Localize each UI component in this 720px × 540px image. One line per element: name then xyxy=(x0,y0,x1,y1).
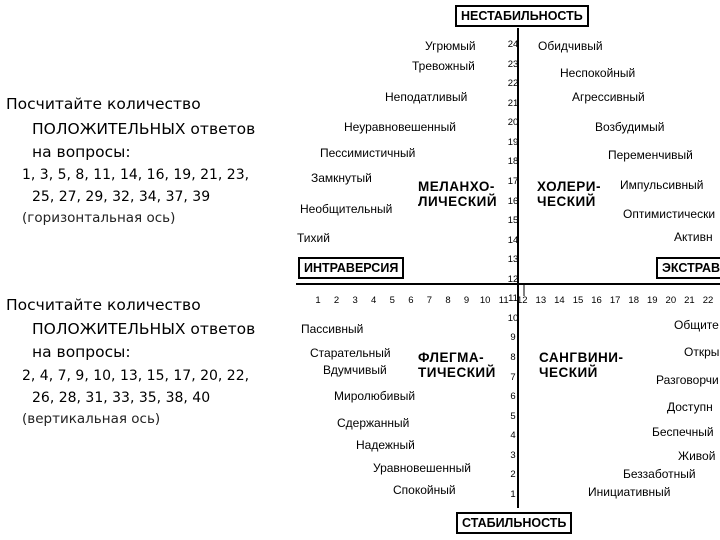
trait-label: Замкнутый xyxy=(311,171,372,185)
trait-label: Уравновешенный xyxy=(373,461,471,475)
trait-label: Неуравновешенный xyxy=(344,120,456,134)
question-numbers: 25, 27, 29, 32, 34, 37, 39 xyxy=(32,189,211,205)
axis-note: (горизонтальная ось) xyxy=(22,210,176,226)
axis-label-introversion: ИНТРАВЕРСИЯ xyxy=(298,257,404,279)
trait-label: Разговорчи xyxy=(656,373,719,387)
vertical-tick-label: 8 xyxy=(510,352,516,364)
trait-label: Угрюмый xyxy=(425,39,476,53)
trait-label: Необщительный xyxy=(300,202,393,216)
axis-label-extraversion: ЭКСТРАВ xyxy=(656,257,720,279)
instruction-line: на вопросы: xyxy=(32,343,131,361)
horizontal-tick-label: 8 xyxy=(445,295,451,306)
vertical-tick-label: 10 xyxy=(507,312,519,324)
trait-label: Переменчивый xyxy=(608,148,693,162)
trait-label: Доступн xyxy=(667,400,713,414)
vertical-tick-label: 1 xyxy=(510,489,516,500)
horizontal-tick-label: 11 xyxy=(498,295,509,306)
horizontal-tick-label: 15 xyxy=(572,295,584,306)
horizontal-tick-label: 18 xyxy=(628,295,639,306)
vertical-tick-label: 22 xyxy=(507,78,519,90)
vertical-tick-label: 21 xyxy=(507,97,519,109)
type-label-line: ТИЧЕСКИЙ xyxy=(418,365,496,380)
instruction-line: Посчитайте количество xyxy=(6,95,201,113)
question-numbers: 1, 3, 5, 8, 11, 14, 16, 19, 21, 23, xyxy=(22,167,250,183)
trait-label: Тихий xyxy=(297,231,330,245)
horizontal-tick-label: 2 xyxy=(333,295,340,306)
vertical-tick-label: 5 xyxy=(510,410,516,422)
trait-label: Сдержанный xyxy=(337,416,410,430)
horizontal-tick-label: 7 xyxy=(426,295,433,306)
trait-label: Неподатливый xyxy=(385,90,468,104)
vertical-tick-label: 4 xyxy=(510,430,516,442)
trait-label: Общите xyxy=(674,318,719,332)
type-sanguine xyxy=(539,350,623,380)
trait-label: Надежный xyxy=(356,438,415,452)
trait-label: Неспокойный xyxy=(560,66,636,80)
trait-label: Оптимистически xyxy=(623,207,716,221)
vertical-tick-label: 6 xyxy=(510,391,516,403)
trait-label: Агрессивный xyxy=(572,90,645,104)
instruction-line: ПОЛОЖИТЕЛЬНЫХ ответов xyxy=(32,120,256,138)
trait-label: Пассивный xyxy=(301,322,364,336)
horizontal-tick-label: 10 xyxy=(479,295,491,306)
type-label-line: ЛИЧЕСКИЙ xyxy=(418,194,498,209)
trait-label: Обидчивый xyxy=(538,39,603,53)
trait-label: Активн xyxy=(674,230,713,244)
axis-note: (вертикальная ось) xyxy=(22,411,161,427)
horizontal-tick-label: 13 xyxy=(535,295,547,306)
instruction-line: ПОЛОЖИТЕЛЬНЫХ ответов xyxy=(32,320,256,338)
type-label-line: ЧЕСКИЙ xyxy=(537,194,596,209)
instruction-line: на вопросы: xyxy=(32,143,131,161)
vertical-tick-label: 17 xyxy=(507,175,519,187)
horizontal-tick-label: 4 xyxy=(371,295,377,306)
horizontal-tick-label: 9 xyxy=(463,295,470,306)
type-label-line: ФЛЕГМА- xyxy=(418,350,485,365)
type-label-line: ХОЛЕРИ- xyxy=(537,179,601,194)
axis-label-stability: СТАБИЛЬНОСТЬ xyxy=(456,512,572,534)
vertical-tick-label: 14 xyxy=(507,234,519,246)
type-melancholic xyxy=(418,179,497,209)
type-label-line: МЕЛАНХО- xyxy=(418,179,495,194)
horizontal-tick-label: 5 xyxy=(389,295,395,306)
vertical-tick-label: 23 xyxy=(507,58,519,70)
trait-label: Спокойный xyxy=(393,483,456,497)
vertical-tick-label: 7 xyxy=(510,371,516,383)
horizontal-tick-label: 19 xyxy=(646,295,658,306)
trait-label: Импульсивный xyxy=(620,178,704,192)
question-numbers: 2, 4, 7, 9, 10, 13, 15, 17, 20, 22, xyxy=(22,368,250,384)
vertical-tick-label: 15 xyxy=(507,215,519,227)
vertical-tick-label: 18 xyxy=(507,156,519,168)
trait-label: Беспечный xyxy=(652,425,714,439)
instruction-line: Посчитайте количество xyxy=(6,296,201,314)
vertical-tick-label: 11 xyxy=(508,293,518,305)
trait-label: Вдумчивый xyxy=(323,363,387,377)
axis-label-instability: НЕСТАБИЛЬНОСТЬ xyxy=(455,5,589,27)
horizontal-tick-label: 17 xyxy=(609,295,621,306)
trait-label: Живой xyxy=(678,449,716,463)
trait-label: Тревожный xyxy=(412,59,475,73)
trait-label: Инициативный xyxy=(588,485,671,499)
vertical-tick-label: 9 xyxy=(510,332,516,344)
type-label-line: САНГВИНИ- xyxy=(539,350,624,365)
vertical-tick-label: 19 xyxy=(507,136,519,148)
vertical-tick-label: 20 xyxy=(507,117,519,129)
type-label-line: ЧЕСКИЙ xyxy=(539,365,598,380)
trait-label: Старательный xyxy=(310,346,391,360)
trait-label: Беззаботный xyxy=(623,467,696,481)
horizontal-tick-label: 3 xyxy=(352,295,358,306)
trait-label: Откры xyxy=(684,345,720,359)
vertical-tick-label: 24 xyxy=(507,39,519,50)
horizontal-tick-label: 6 xyxy=(408,295,414,306)
vertical-tick-label: 16 xyxy=(507,195,519,207)
horizontal-tick-label: 14 xyxy=(554,295,565,306)
trait-label: Миролюбивый xyxy=(334,389,416,403)
vertical-tick-label: 2 xyxy=(510,469,516,481)
vertical-tick-label: 12 xyxy=(507,273,519,285)
horizontal-tick-label: 1 xyxy=(315,295,321,306)
question-numbers: 26, 28, 31, 33, 35, 38, 40 xyxy=(32,390,211,406)
trait-label: Возбудимый xyxy=(595,120,665,134)
horizontal-tick-label: 12 xyxy=(516,295,528,306)
vertical-tick-label: 3 xyxy=(510,449,516,461)
trait-label: Пессимистичный xyxy=(320,146,416,160)
horizontal-tick-label: 21 xyxy=(684,295,695,306)
type-phlegmatic xyxy=(418,350,496,380)
horizontal-tick-label: 20 xyxy=(665,295,677,306)
horizontal-tick-label: 22 xyxy=(702,295,714,306)
vertical-tick-label: 13 xyxy=(507,254,519,266)
type-choleric xyxy=(537,179,601,209)
horizontal-tick-label: 16 xyxy=(591,295,602,306)
